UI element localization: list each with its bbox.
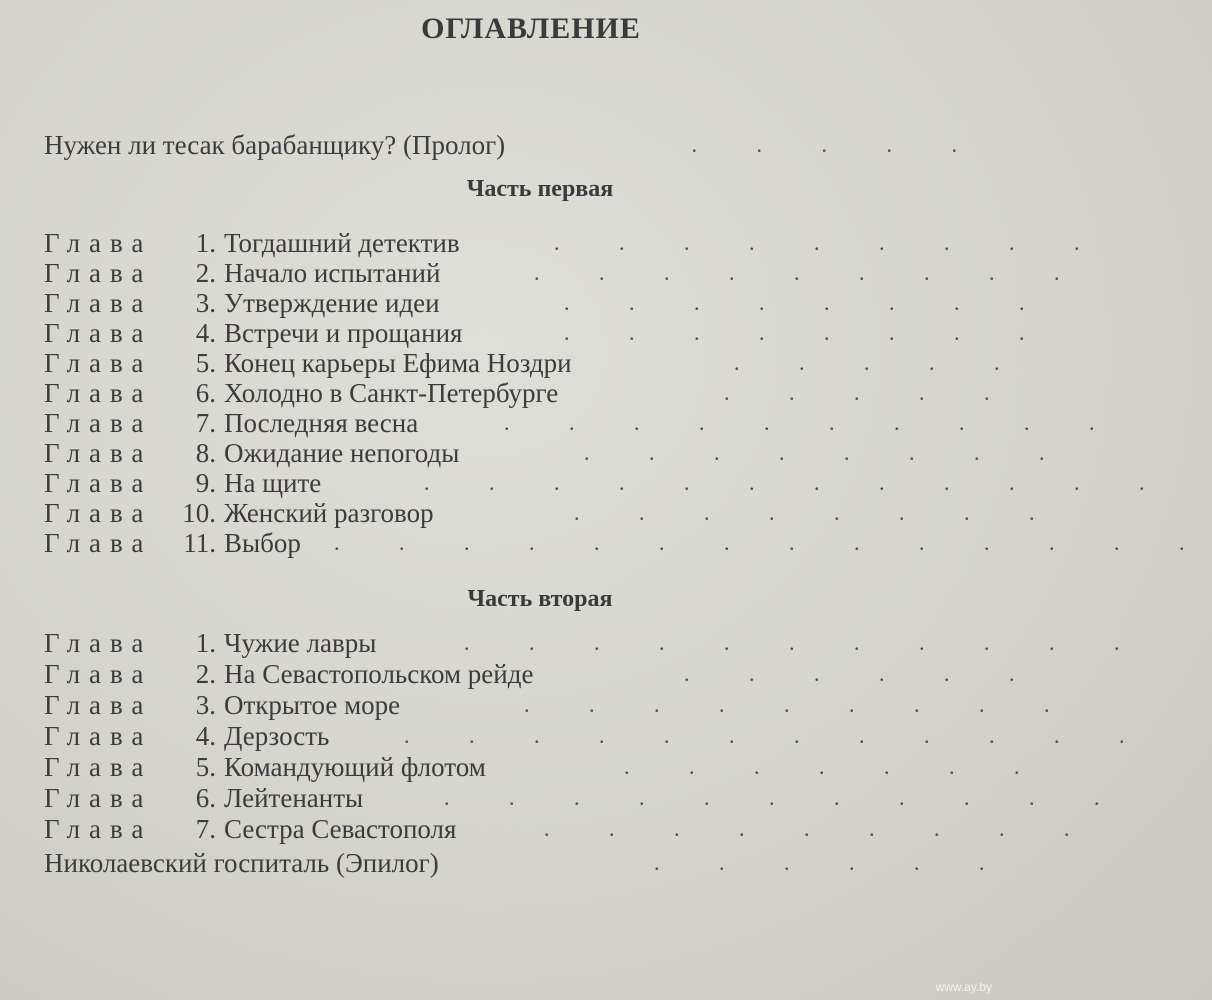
chapter-title: Женский разговор (224, 498, 434, 528)
chapter-label: Глава (44, 288, 153, 318)
watermark: www.ay.by (935, 980, 992, 994)
chapter-label: Глава (44, 628, 153, 658)
chapter-label: Глава (44, 258, 153, 288)
chapter-label: Глава (44, 659, 153, 689)
chapter-title: Открытое море (224, 690, 401, 720)
chapter-number: 10. (182, 498, 216, 528)
toc-entry (44, 814, 1097, 844)
chapter-number: 3. (195, 690, 216, 720)
part-one-heading: Часть первая (466, 176, 614, 202)
chapter-label: Глава (44, 814, 153, 844)
chapter-number: 6. (195, 783, 216, 813)
chapter-number: 11. (183, 528, 216, 558)
toc-entry (44, 783, 1127, 813)
chapter-title: Ожидание непогоды (224, 438, 460, 468)
leader-dots: . . . . . . . . . . . (444, 785, 1127, 810)
chapter-title: Командующий флотом (224, 752, 486, 782)
chapter-number: 1. (195, 228, 216, 258)
leader-dots: . . . . . (724, 380, 1017, 405)
chapter-number: 3. (195, 288, 216, 318)
toc-entry (44, 438, 1072, 468)
chapter-label: Глава (44, 408, 153, 438)
chapter-label: Глава (44, 228, 153, 258)
leader-dots: . . . . . . . . . . . . (404, 723, 1152, 748)
leader-dots: . . . . . . . . . . (504, 410, 1122, 435)
leader-dots: . . . . . . . . . . . (464, 630, 1147, 655)
chapter-number: 2. (195, 659, 216, 689)
chapter-title: Последняя весна (224, 408, 419, 438)
chapter-title: На Севастопольском рейде (224, 659, 534, 689)
leader-dots: . . . . . . (654, 850, 1012, 875)
chapter-label: Глава (44, 438, 153, 468)
chapter-label: Глава (44, 318, 153, 348)
chapter-title: На щите (224, 468, 322, 498)
chapter-number: 7. (195, 814, 216, 844)
leader-dots: . . . . . . . . . . . . . . (334, 530, 1212, 555)
leader-dots: . . . . . . . . (574, 500, 1062, 525)
toc-entry (44, 228, 1107, 258)
page-title: ОГЛАВЛЕНИЕ (421, 12, 641, 45)
chapter-title: Чужие лавры (224, 628, 377, 658)
leader-dots: . . . . . . . . . (554, 230, 1107, 255)
chapter-label: Глава (44, 528, 153, 558)
toc-entry (44, 690, 1077, 720)
chapter-number: 7. (195, 408, 216, 438)
chapter-title: Встречи и прощания (224, 318, 463, 348)
chapter-title: Начало испытаний (224, 258, 441, 288)
chapter-label: Глава (44, 783, 153, 813)
toc-entry (44, 498, 1062, 528)
toc-entry (44, 721, 1152, 751)
chapter-label: Глава (44, 690, 153, 720)
leader-dots: . . . . . . . . (564, 290, 1052, 315)
chapter-title: Конец карьеры Ефима Ноздри (224, 348, 572, 378)
leader-dots: . . . . . (691, 132, 984, 157)
chapter-number: 1. (195, 628, 216, 658)
chapter-label: Глава (44, 752, 153, 782)
chapter-number: 9. (195, 468, 216, 498)
chapter-number: 4. (195, 721, 216, 751)
leader-dots: . . . . . . . (624, 754, 1047, 779)
chapter-label: Глава (44, 721, 153, 751)
chapter-title: Выбор (224, 528, 301, 558)
leader-dots: . . . . . . . . . (534, 260, 1087, 285)
leader-dots: . . . . . . . . . (524, 692, 1077, 717)
prologue-entry (44, 130, 984, 160)
chapter-number: 5. (195, 752, 216, 782)
leader-dots: . . . . . . . . . . . . (424, 470, 1172, 495)
chapter-label: Глава (44, 348, 153, 378)
leader-dots: . . . . . (734, 350, 1027, 375)
chapter-number: 6. (195, 378, 216, 408)
toc-entry (44, 628, 1147, 658)
leader-dots: . . . . . . . . (564, 320, 1052, 345)
chapter-title: Утверждение идеи (224, 288, 440, 318)
part-two-heading: Часть вторая (467, 586, 613, 612)
toc-entry (44, 752, 1047, 782)
chapter-title: Дерзость (224, 721, 330, 751)
chapter-label: Глава (44, 378, 153, 408)
leader-dots: . . . . . . . . (584, 440, 1072, 465)
chapter-number: 5. (195, 348, 216, 378)
chapter-label: Глава (44, 468, 153, 498)
toc-entry (44, 408, 1122, 438)
toc-entry (44, 659, 1042, 689)
toc-entry (44, 528, 1212, 558)
prologue-title: Нужен ли тесак барабанщику? (Пролог) (44, 130, 506, 160)
chapter-title: Холодно в Санкт-Петербурге (224, 378, 559, 408)
epilogue-title: Николаевский госпиталь (Эпилог) (44, 848, 439, 878)
epilogue-entry (44, 848, 1012, 878)
leader-dots: . . . . . . (684, 661, 1042, 686)
chapter-title: Сестра Севастополя (224, 814, 457, 844)
toc-entry (44, 378, 1017, 408)
toc-entry (44, 258, 1087, 288)
chapter-title: Тогдашний детектив (224, 228, 460, 258)
chapter-title: Лейтенанты (224, 783, 364, 813)
chapter-number: 8. (195, 438, 216, 468)
chapter-label: Глава (44, 498, 153, 528)
toc-entry (44, 288, 1052, 318)
chapter-number: 2. (195, 258, 216, 288)
toc-entry (44, 468, 1172, 498)
chapter-number: 4. (195, 318, 216, 348)
toc-entry (44, 318, 1052, 348)
toc-entry (44, 348, 1027, 378)
leader-dots: . . . . . . . . . (544, 816, 1097, 841)
